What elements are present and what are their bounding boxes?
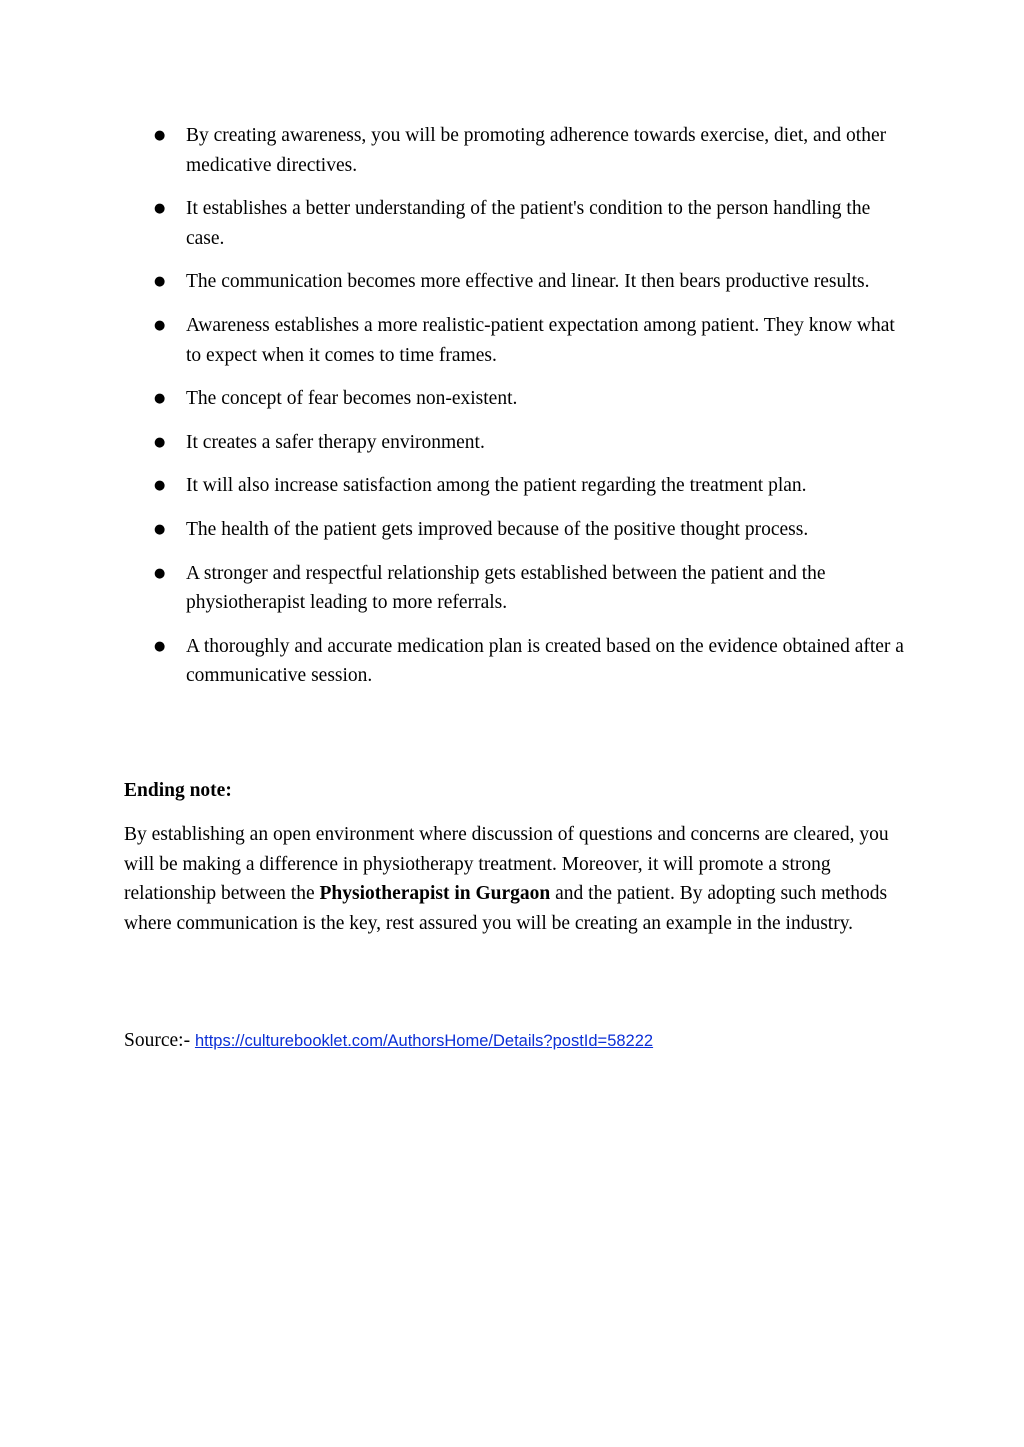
physiotherapist-highlight: Physiotherapist in Gurgaon — [319, 883, 551, 905]
source-label: Source:- — [124, 1030, 195, 1051]
list-item — [124, 311, 904, 370]
bullet-icon: ● — [154, 434, 166, 450]
bullet-icon: ● — [154, 274, 166, 290]
bullet-icon: ● — [154, 565, 166, 581]
list-item — [124, 632, 904, 691]
source-link[interactable]: https://culturebooklet.com/AuthorsHome/Details?postId=58222 — [194, 1032, 654, 1050]
bullet-icon: ● — [154, 128, 166, 143]
bullet-icon: ● — [154, 391, 166, 407]
benefits-list — [124, 121, 904, 705]
bullet-icon: ● — [154, 521, 166, 537]
bullet-icon: ● — [154, 317, 166, 333]
list-item-text: The concept of fear becomes non-existent. — [186, 388, 518, 410]
bullet-icon: ● — [154, 201, 166, 217]
list-item-text: It creates a safer therapy environment. — [186, 431, 485, 453]
bullet-icon: ● — [154, 638, 166, 654]
list-item-text: Awareness establishes a more realistic-patient expectation among patient. They know what to expect when it comes to time frames. — [186, 314, 895, 366]
list-item — [124, 384, 904, 414]
list-item-text: By creating awareness, you will be promoting adherence towards exercise, diet, and other medicative directives. — [186, 125, 887, 176]
list-item — [124, 194, 904, 253]
list-item-text: A stronger and respectful relationship gets established between the patient and the physiotherapist leading to more referrals. — [186, 562, 826, 614]
ending-text-before: By establishing an open environment where discussion of questions and concerns are cleared, you will be making a difference in physiotherapy treatment. Moreover, it will promote a strong relationship between the — [124, 824, 889, 905]
list-item-text: It establishes a better understanding of the patient's condition to the person handling the case. — [186, 198, 871, 249]
source-line — [124, 1026, 653, 1056]
list-item-text: It will also increase satisfaction among the patient regarding the treatment plan. — [186, 475, 807, 497]
ending-note-heading: Ending note: — [124, 780, 232, 801]
list-item-text: The health of the patient gets improved because of the positive thought process. — [186, 518, 809, 540]
list-item — [124, 121, 904, 180]
list-item — [124, 267, 904, 297]
list-item — [124, 428, 904, 458]
list-item — [124, 471, 904, 501]
list-item-text: The communication becomes more effective and linear. It then bears productive results. — [186, 271, 870, 293]
bullet-icon: ● — [154, 478, 166, 494]
ending-text-after: and the patient. By adopting such methods where communication is the key, rest assured you will be creating an example in the industry. — [124, 883, 888, 934]
list-item — [124, 559, 904, 618]
ending-note-paragraph — [124, 820, 909, 938]
list-item-text: A thoroughly and accurate medication plan is created based on the evidence obtained after a communicative session. — [186, 635, 904, 687]
list-item — [124, 515, 904, 545]
